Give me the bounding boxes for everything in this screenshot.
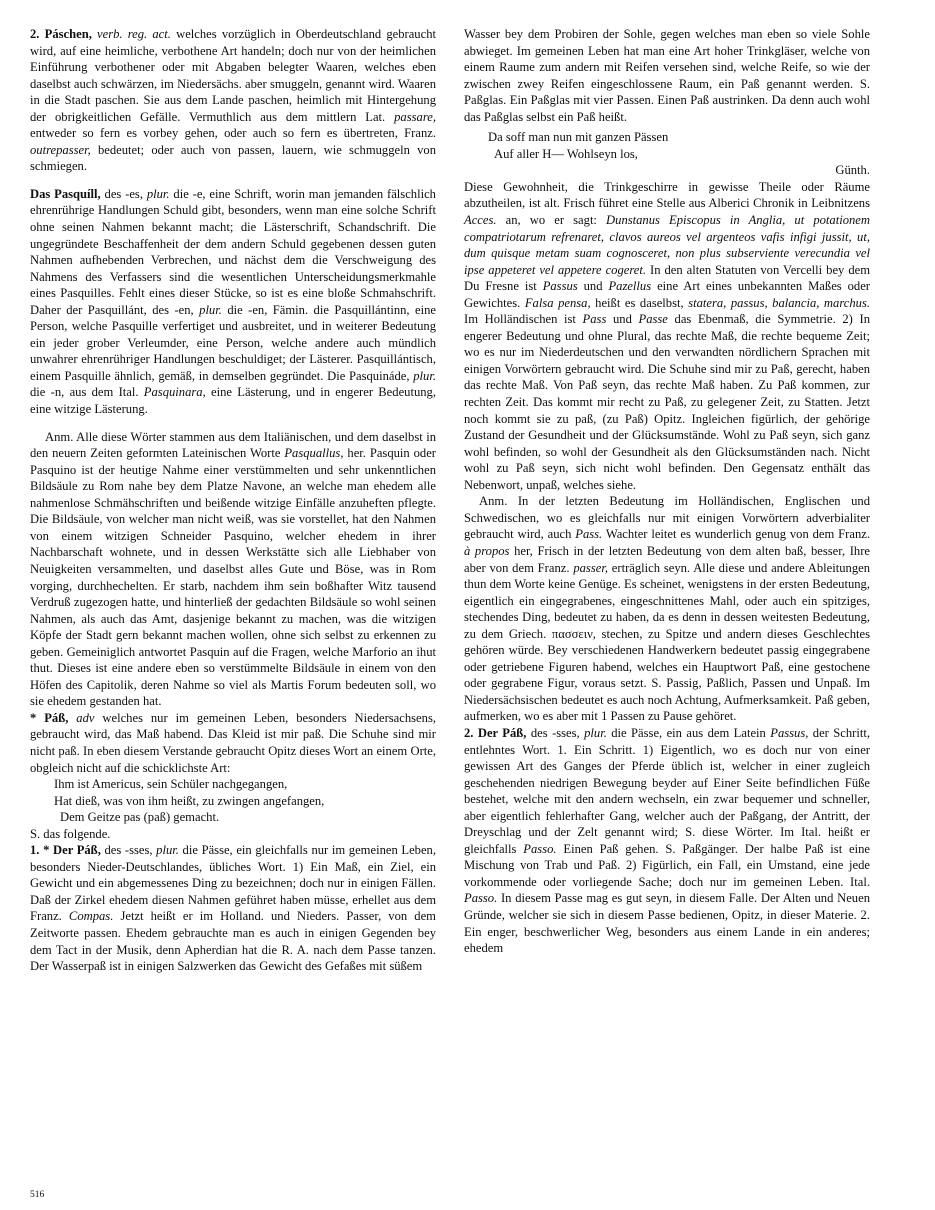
note-pasquill <box>30 429 436 710</box>
body-pasquill-italic-2: plur. <box>413 368 436 383</box>
cross-reference: S. das folgende. <box>30 826 111 841</box>
body-pasquill-2: die -en, Fämin. die Pasquillántinn, eine Person, welche Pasquille verfertiget und ausbreitet, und in weiterer Bedeutung ein jeder grober Verleumder, eine Person, welche andere auch mündlich unwahrer ehrenrühriger Handlungen beschuldiget; der Lästerer. Pasquillántisch, einem Pasquille ähnlich, gemäß, in demselben gegründet. Die Pasquináde, <box>30 302 436 383</box>
gewohnheit-latin-quote: Dunstanus Episcopus in Anglia, ut potationem compatriotarum refrenaret, clavos aureos vel argenteos vafis infigi jussit, ut, dum quisque metam suam cognosceret, non plus subserviente verecundia vel ipse appeteret vel appetere cogeret. <box>464 213 870 277</box>
note-body-2: her. Pasquin oder Pasquino ist der heutige Nahme einer verstümmelten und sehr unkenntlichen Bildsäule zu Rom nahe bey dem Platze Navone, an welche man ehedem alle nahmenlose Schmähschriften und beißende witzige Einfälle anzuheften pflegte. Die Bildsäule, von welcher man nicht weiß, was sie vorstellet, hat den Nahmen von einem witzigen Schneider Pasquino, welcher ehedem in ihrer Nachbarschaft wohnete, und in dessen Werkstätte sich alle Liebhaber von Neuigkeiten versammelten, und daselbst alles Gute und Böse, was in Rom vorging, durchhechelten. Er starb, nachdem ihm sein boßhafter Witz tausend Verdruß zugezogen hatte, und hinterließ der gedachten Bildsäule so wohl seinen Nahmen, als auch das Amt, dasjenige bekannt zu machen, was die witzigen Köpfe der Stadt gern bekannt machen wollen, ohne sich selbst zu erkennen zu geben. Gemeiniglich antwortet Pasquin auf die Fragen, welche Marforio an ihut thut. Dieses ist eine andere eben so verstümmelte Bildsäule in einem von den Höfen des Capitolik, deren Nahme so viel als Martis Forum bedeuten soll, wo sie ehedem gestanden hat. <box>30 446 437 709</box>
note2-italic-passer: passer, <box>573 560 608 575</box>
headword-paeschen: 2. Páschen, <box>30 27 92 41</box>
body-pasquill-italic-3: Pasquinara, <box>143 385 206 400</box>
grammar-pass-adv: adv <box>68 710 95 725</box>
left-column <box>30 26 436 1176</box>
grammar-pass-2-plur: plur. <box>584 725 607 740</box>
body-pass-2-c: Einen Paß gehen. S. Paßgänger. Der halbe Paß ist eine Mischung von Trab und Paß. 2) Figürlich, ein Fall, ein Umstand, eine jede vorkommende oder vorliegende Sache; doch nur im gemeinen Leben. Ital. <box>464 841 870 889</box>
gewohnheit-text-2: an, wo er sagt: <box>496 213 607 228</box>
grammar-pass-2: des -sses, <box>526 725 585 740</box>
gewohnheit-italic-falsapensa: Falsa pensa, <box>524 295 591 310</box>
body-pasquill-4: eine Lästerung, und in engerer Bedeutung, eine witzige Lästerung. <box>30 385 436 417</box>
verse-line-1: Ihm ist Americus, sein Schüler nachgegangen, <box>54 777 288 792</box>
verse-line-right-1: Da soff man nun mit ganzen Pässen <box>488 130 669 145</box>
entry-pass-2 <box>464 725 870 957</box>
body-paeschen-2: entweder so fern es vorbey gehen, oder auch so fern es übertreten, Franz. <box>30 126 436 141</box>
gewohnheit-italic-pass: Pass <box>582 312 607 327</box>
body-paeschen-italic-2: outrepasser, <box>30 142 91 157</box>
note2-italic-pass: Pass. <box>575 527 603 542</box>
verse-line-2: Hat dieß, was von ihm heißt, zu zwingen angefangen, <box>54 793 325 808</box>
body-pass-adv: welches nur im gemeinen Leben, besonders Niedersachsens, gebraucht wird, das Maß habend. Das Kleid ist mir paß. Die Schuhe sind mir nicht paß. In eben diesem Verstande gebraucht Opitz dieses Wort an einem Orte, obgleich nicht auf die schicklichste Art: <box>30 710 436 775</box>
gewohnheit-text-7: Im Holländischen ist <box>464 312 583 327</box>
two-column-layout <box>30 26 905 1176</box>
entry-number-pass-2: 2. <box>464 725 478 740</box>
gewohnheit-text-8: und <box>606 312 639 327</box>
body-pass-2-d: In diesem Passe mag es gut seyn, in diesem Falle. Der Alten und Neuen Gründe, welcher sie sich in diesem Passe bedienen, Opitz, in dieser Materie. 2. Ein enger, beschwerlicher Weg, besonders aus einem Lande in ein anderes; ehedem <box>464 891 870 956</box>
gewohnheit-text-4: und <box>577 279 609 294</box>
body-pasquill-italic-1: plur. <box>199 302 222 317</box>
body-paeschen-italic-1: passare, <box>394 109 436 124</box>
gewohnheit-italic-passus: Passus <box>542 279 578 294</box>
headword-pasquill: Das Pasquíll, <box>30 186 101 201</box>
note2-text-3: her, Frisch in der letzten Bedeutung von dem alten baß, besser, Ihre aber von dem Franz. <box>464 543 870 575</box>
entry-pasquill <box>30 186 436 418</box>
headword-pass-2: Der Páß, <box>477 725 527 740</box>
verse-line-3: Dem Geitze pas (paß) gemacht. <box>60 810 220 825</box>
body-pasquill-3: die -n, aus dem Ital. <box>30 385 144 400</box>
body-pass-1-italic: Compas. <box>68 909 114 924</box>
gewohnheit-italic-statera: statera, passus, balancia, marchus. <box>688 295 870 310</box>
note2-italic-apropos: à propos <box>464 543 510 558</box>
grammar-pass-1-plur: plur. <box>156 843 179 858</box>
body-pasquill-1: die -e, eine Schrift, worin man jemanden fälschlich ehrenrührige Handlungen Schuld gibt, besonders, wenn man eine solche Schrift ohne seinen Nahmen bekannt macht; die Lästerschrift, Schandschrift. Die ungegründete Beschaffenheit der dem andern Schuld gegebenen dessen guten Nahmen aufhebenden Verbrechen, und nächst dem die Verschweigung des Nahmens des Verfassers sind die wesentlichen Unterscheidungsmerkmahle eines Pasquilles. Fehlt eines dieser Stücke, so ist es eine bloße Schmahschrift. Daher der Pasquillánt, des -en, <box>30 186 436 317</box>
note2-text-2: Wachter leitet es wunderlich genug von dem Franz. <box>602 527 870 542</box>
gewohnheit-text-1: Diese Gewohnheit, die Trinkgeschirre in gewisse Theile oder Räume abzutheilen, ist alt. Frisch führet eine Stelle aus Alberici Chronik in Leibnitzens <box>464 179 870 211</box>
entry-paeschen <box>30 26 436 175</box>
grammar-paeschen: verb. reg. act. <box>91 27 171 41</box>
paragraph-gewohnheit <box>464 179 870 493</box>
note-anm-2 <box>464 493 870 725</box>
note-body-1: Alle diese Wörter stammen aus dem Italiänischen, und dem daselbst in den neuern Zeiten geformten Lateinischen Worte <box>30 429 436 461</box>
note2-text-1: In der letzten Bedeutung im Holländischen, Englischen und Schwedischen, wo es gleichfalls nur mit einigen Vorwörtern adverbialiter gebraucht wird, auch <box>464 494 870 542</box>
gewohnheit-text-6: heißt es daselbst, <box>590 295 689 310</box>
gewohnheit-text-9: das Ebenmaß, die Symmetrie. 2) In engerer Bedeutung und ohne Plural, das rechte Maß, die rechte bequeme Zeit; wo es nur im Niederdeutschen und den verwandten nördlichern Sprachen mit einigen Vorwörtern gebraucht wird. Die Schuhe sind mir zu Paß, gerecht, haben das rechte Maß. Von Paß seyn, das rechte Maß haben. Zu Paß kommen, zur rechten Zeit. Das kommt mir recht zu Paß, zu gelegener Zeit, zu Statten. Jetzt noch kommt sie zu paß, (zu Paß) Opitz. Ingleichen figürlich, der gehörige Zustand der Gesundheit und der Glücksumstände. Wohl zu Paß seyn, sich ganz wohl befinden, so wohl der Gesundheit als den Glücksumständen nach. Nicht wohl zu Paß seyn, sich nicht wohl befinden. Den Gegensatz enthält das Nebenwort, unpaß, welches siehe. <box>464 312 870 492</box>
grammar-pasquill-plur: plur. <box>146 186 170 201</box>
grammar-pass-1: des -sses, <box>100 843 157 858</box>
body-paeschen-3: bedeutet; oder auch von passen, lauern, wie schmuggeln von schmiegen. <box>30 142 436 174</box>
continuation-paragraph: Wasser bey dem Probiren der Sohle, gegen welches man eben so viele Sohle abwieget. Im gemeinen Leben hat man eine Art hoher Trinkgläser, welche von einem Raume zum andern mit Reifen versehen sind, welche Reife, so wie der zwischen zwey Reifen eingeschlossene Raum, ein Paß genannt werden. S. Paßglas. Ein Paßglas mit vier Passen. Einen Paß austrinken. Da denn auch wohl das Paßglas selbst ein Paß heißt. <box>464 27 870 124</box>
verse-line-right-2: Auf aller H— Wohlseyn los, <box>494 146 638 161</box>
body-pass-1-b: Jetzt heißt er im Holland. und Nieders. Passer, von dem Zeitworte passen. Ehedem gebrauchte man es auch in einigen Gegenden bey dem Tact in der Musik, denn Apherdian hat die R. A. nach dem Passe tanzen. Der Wasserpaß ist in einigen Salzwerken das Gewicht des Gefaßes mit süßem <box>30 909 436 974</box>
body-pass-2-a: die Pässe, ein aus dem Latein <box>606 725 771 740</box>
gewohnheit-italic-pazellus: Pazellus <box>608 279 652 294</box>
gewohnheit-italic-1: Acces. <box>464 213 497 228</box>
note2-text-4: erträglich seyn. Alle diese und andere Ableitungen thun dem Worte keine Genüge. Es scheinet, wenigstens in der ersten Bedeutung, eigentlich ein eingegrabenes, eingeschnittenes Mahl, oder auch ein spitziges, stechendes Ding, bedeutet zu haben, da es denn in dessen weitesten Bedeutung, zu dem Griech. πασσειν, stechen, zu Spitze und andern dieses Geschlechtes gehören würde. Bey verschiedenen Handwerkern bedeutet passig eingegrabene oder getriebene Figuren habend, welches ein Hauptwort Paß, eine gestochene oder gegrabene Figur, voraus setzt. S. Passig, Paßlich, Passen und Unpaß. Im Niedersächsischen bedeutet es auch noch Achtung, Aufmerksamkeit. Paß geben, aufmerken, wo es aber mit 1 Passen zu Pause gehöret. <box>464 560 871 724</box>
gewohnheit-text-5: eine Art eines unbekannten Maßes oder Gewichtes. <box>464 279 871 310</box>
gewohnheit-text-3: In den alten Statuten von Vercelli bey dem Du Fresne ist <box>464 262 871 294</box>
note-italic-1: Pasquallus, <box>284 446 344 461</box>
body-pass-1-a: die Pässe, ein gleichfalls nur im gemeinen Leben, besonders Nieder-Deutschlandes, übliches Wort. 1) Ein Maß, ein Ziel, ein Gewicht und ein abgemessenes Ding zu bezeichnen; doch nur in einigen Fällen. Daß der Zirkel ehedem diesen Nahmen geführet haben müsse, erhellet aus dem Franz. <box>30 843 436 924</box>
entry-number-pass-1: 1. * <box>30 843 54 858</box>
body-pass-2-italic-passo-2: Passo. <box>464 891 498 906</box>
body-pass-2-italic-passo-1: Passo. <box>523 841 557 856</box>
right-column <box>464 26 870 1176</box>
body-paeschen-1: welches vorzüglich in Oberdeutschland gebraucht wird, auf eine heimliche, verbothene Art handeln; doch nur von der heimlichen Einführung verbothener oder mit Abgaben belegter Waaren, welches eben daselbst auch schwärzen, im Niedersächs. aber smuggeln, genannt wird. Waaren in die Stadt paschen. Sie aus dem Lande paschen, heimlich mit Hintergehung der obrigkeitlichen Gefälle. Vermuthlich aus dem mittlern Lat. <box>30 27 436 124</box>
verse-attribution: Günth. <box>835 163 870 178</box>
body-pass-2-italic-passus: Passus, <box>770 725 809 740</box>
headword-pass-1: Der Páß, <box>53 843 101 858</box>
entry-pass-1 <box>30 842 436 974</box>
grammar-pasquill-1: des -es, <box>100 186 147 201</box>
body-pass-2-b: der Schritt, entlehntes Wort. 1. Ein Schritt. 1) Eigentlich, wo es doch nur von einer gewissen Art des Ganges der Pferde üblich ist, welcher in einer zugleich geschehenden niedrigen Bewegung beyder auf Einer Seite befindlichen Füße bestehet, welche mit den andern wechseln, ein zwar bequemer und schneller, aber eigentlich fehlerhafter Gang, welcher auch der Paßgang, der Antritt, der Dreyschlag und der Zelt genannt wird; S. diese Wörter. Im Ital. heißt er gleichfalls <box>464 725 871 856</box>
page-number: 516 <box>30 1190 45 1200</box>
gewohnheit-italic-passe: Passe <box>638 312 668 327</box>
headword-pass-adv: * Páß, <box>30 710 69 725</box>
entry-pass-adverb <box>30 710 436 776</box>
note-lead-anm: Anm. <box>45 429 74 444</box>
note2-lead: Anm. <box>479 494 508 509</box>
